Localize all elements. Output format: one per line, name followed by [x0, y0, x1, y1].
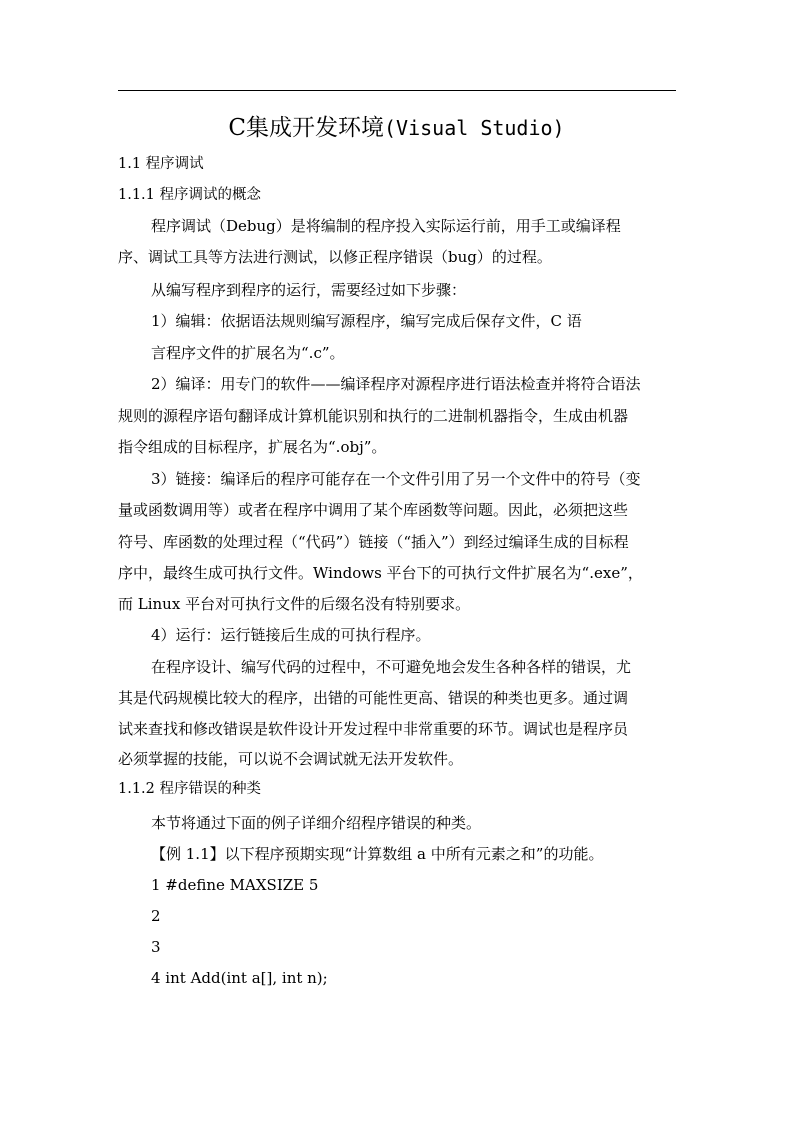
- paragraph-line: 必须掌握的技能，可以说不会调试就无法开发软件。: [118, 750, 464, 768]
- subsection-heading-1: 1.1.1 程序调试的概念: [118, 187, 262, 203]
- paragraph-line: 言程序文件的扩展名为“.c”。: [151, 344, 345, 362]
- paragraph-line: 1）编辑：依据语法规则编写源程序，编写完成后保存文件，C 语: [151, 312, 582, 330]
- paragraph-line: 本节将通过下面的例子详细介绍程序错误的种类。: [151, 814, 482, 832]
- code-line: 3: [151, 938, 161, 956]
- subsection-heading-2: 1.1.2 程序错误的种类: [118, 781, 262, 797]
- paragraph-line: 从编写程序到程序的运行，需要经过如下步骤：: [151, 281, 467, 299]
- page-title: [0, 112, 793, 144]
- paragraph-line: 2）编译：用专门的软件——编译程序对源程序进行语法检查并将符合语法: [151, 375, 641, 393]
- paragraph-line: 序中，最终生成可执行文件。Windows 平台下的可执行文件扩展名为“.exe”，: [118, 564, 643, 582]
- paragraph-line: 而 Linux 平台对可执行文件的后缀名没有特别要求。: [118, 595, 471, 613]
- paragraph-line: 试来查找和修改错误是软件设计开发过程中非常重要的环节。调试也是程序员: [118, 720, 629, 738]
- paragraph-line: 程序调试（Debug）是将编制的程序投入实际运行前，用手工或编译程: [151, 217, 621, 235]
- paragraph-line: 3）链接：编译后的程序可能存在一个文件引用了另一个文件中的符号（变: [151, 470, 641, 488]
- code-line: 2: [151, 907, 161, 925]
- title-cjk: C集成开发环境: [228, 115, 384, 141]
- paragraph-line: 序、调试工具等方法进行测试，以修正程序错误（bug）的过程。: [118, 248, 552, 266]
- paragraph-line: 量或函数调用等）或者在程序中调用了某个库函数等问题。因此，必须把这些: [118, 501, 629, 519]
- paragraph-line: 符号、库函数的处理过程（“代码”）链接（“插入”）到经过编译生成的目标程: [118, 533, 629, 551]
- code-line: 1 #define MAXSIZE 5: [151, 876, 319, 894]
- paragraph-line: 其是代码规模比较大的程序，出错的可能性更高、错误的种类也更多。通过调: [118, 689, 629, 707]
- code-line: 4 int Add(int a[], int n);: [151, 969, 328, 987]
- title-latin: (Visual Studio): [383, 116, 565, 140]
- paragraph-line: 指令组成的目标程序，扩展名为“.obj”。: [118, 438, 387, 456]
- paragraph-line: 在程序设计、编写代码的过程中，不可避免地会发生各种各样的错误，尤: [151, 658, 632, 676]
- paragraph-line: 规则的源程序语句翻译成计算机能识别和执行的二进制机器指令，生成由机器: [118, 407, 629, 425]
- section-heading: 1.1 程序调试: [118, 156, 204, 172]
- header-rule: [118, 90, 676, 91]
- paragraph-line: 【例 1.1】以下程序预期实现“计算数组 a 中所有元素之和”的功能。: [151, 845, 604, 863]
- paragraph-line: 4）运行：运行链接后生成的可执行程序。: [151, 626, 431, 644]
